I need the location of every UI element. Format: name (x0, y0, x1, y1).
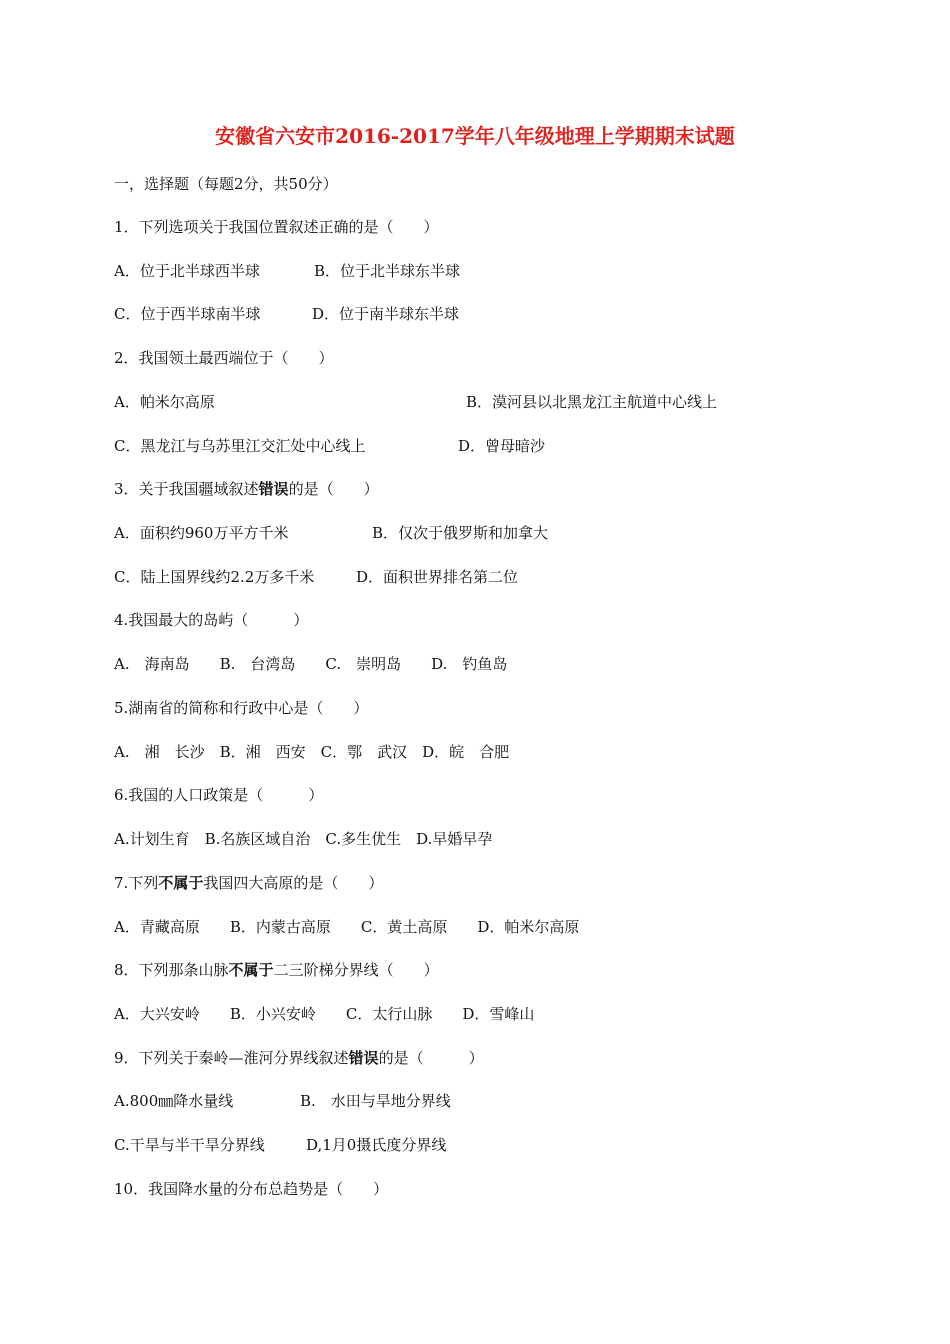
question-6 (114, 785, 323, 805)
options-q1-row2 (114, 304, 874, 324)
question-9 (114, 1048, 484, 1068)
option-c: C．位于西半球南半球 (114, 305, 261, 323)
question-text: 的是（ ） (288, 480, 379, 498)
option-b: B. 水田与旱地分界线 (300, 1092, 451, 1110)
question-text: 3．关于我国疆域叙述 (114, 480, 259, 498)
option-a: A．位于北半球西半球 (114, 262, 260, 280)
question-text: 6.我国的人口政策是（ ） (114, 786, 324, 804)
question-text: 2．我国领土最西端位于（ ） (114, 349, 334, 367)
question-5 (114, 698, 368, 718)
question-text: 1．下列选项关于我国位置叙述正确的是（ ） (114, 218, 439, 236)
option-a: A.800㎜降水量线 (114, 1092, 234, 1110)
options-q4: A. 海南岛 B. 台湾岛 C. 崇明岛 D. 钓鱼岛 (114, 655, 508, 673)
options-q5: A. 湘 长沙 B．湘 西安 C．鄂 武汉 D．皖 合肥 (114, 743, 510, 761)
question-2 (114, 348, 334, 368)
option-c: C．陆上国界线约2.2万多千米 (114, 568, 315, 586)
question-text: 我国四大高原的是（ ） (203, 874, 384, 892)
option-a: A．面积约960万平方千米 (114, 524, 289, 542)
question-8 (114, 960, 439, 980)
options-q3-row1 (114, 523, 874, 543)
question-1 (114, 217, 439, 237)
question-emphasis: 错误 (258, 480, 289, 498)
question-text: 的是（ ） (378, 1049, 484, 1067)
question-text: 5.湖南省的简称和行政中心是（ ） (114, 699, 369, 717)
options-q6: A.计划生育 B.名族区域自治 C.多生优生 D.早婚早孕 (114, 830, 493, 848)
page-title: 安徽省六安市2016-2017学年八年级地理上学期期末试题 (215, 124, 735, 148)
question-text: 9．下列关于秦岭—淮河分界线叙述 (114, 1049, 349, 1067)
option-a: A．帕米尔高原 (114, 393, 215, 411)
question-text: 4.我国最大的岛屿（ ） (114, 611, 309, 629)
option-d: D．位于南半球东半球 (312, 305, 460, 323)
question-3 (114, 479, 379, 499)
options-q9-row1 (114, 1091, 874, 1111)
option-b: B．位于北半球东半球 (314, 262, 461, 280)
option-c: C．黑龙江与乌苏里江交汇处中心线上 (114, 437, 366, 455)
question-text: 10．我国降水量的分布总趋势是（ ） (114, 1180, 389, 1198)
option-c: C.干旱与半干旱分界线 (114, 1136, 265, 1154)
question-emphasis: 错误 (348, 1049, 379, 1067)
question-text: 二三阶梯分界线（ ） (273, 961, 439, 979)
options-q3-row2 (114, 567, 874, 587)
section-heading: 一，选择题（每题2分，共50分） (114, 175, 338, 193)
question-10 (114, 1179, 388, 1199)
option-b: B．仅次于俄罗斯和加拿大 (372, 524, 549, 542)
question-7 (114, 873, 383, 893)
question-4 (114, 610, 308, 630)
question-emphasis: 不属于 (158, 874, 204, 892)
option-b: B．漠河县以北黑龙江主航道中心线上 (466, 393, 718, 411)
options-q7: A．青藏高原 B．内蒙古高原 C．黄土高原 D．帕米尔高原 (114, 918, 580, 936)
option-d: D．面积世界排名第二位 (356, 568, 519, 586)
options-q2-row2 (114, 436, 874, 456)
options-q1-row1 (114, 261, 874, 281)
question-emphasis: 不属于 (228, 961, 274, 979)
question-text: 7.下列 (114, 874, 159, 892)
option-d: D．曾母暗沙 (458, 437, 546, 455)
options-q9-row2 (114, 1135, 874, 1155)
question-text: 8．下列那条山脉 (114, 961, 229, 979)
option-d: D,1月0摄氏度分界线 (306, 1136, 447, 1154)
options-q2-row1 (114, 392, 874, 412)
options-q8: A．大兴安岭 B．小兴安岭 C．太行山脉 D．雪峰山 (114, 1005, 535, 1023)
